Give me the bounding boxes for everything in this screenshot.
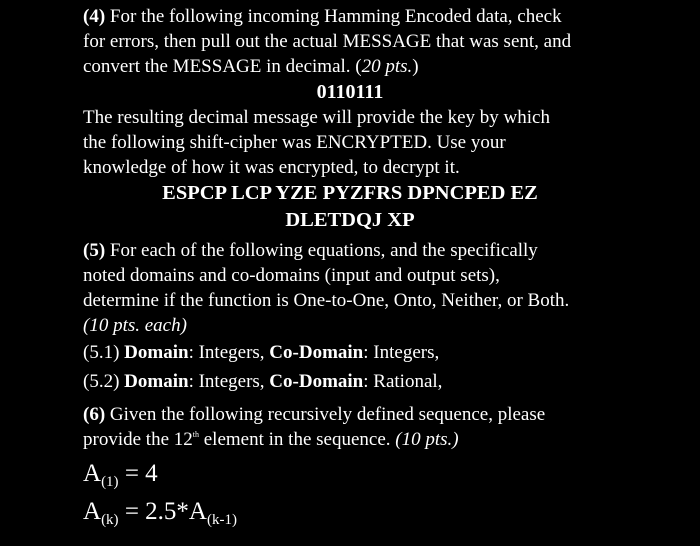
q5-item-1: [83, 340, 643, 365]
q6-line-1: [83, 402, 643, 427]
q4-line-2: for errors, then pull out the actual MESSAGE that was sent, and: [83, 31, 572, 52]
cipher-text-line-2: DLETDQJ XP: [285, 209, 415, 231]
q6-line-2-post: element in the sequence.: [199, 429, 396, 450]
q5-item-1-codomain-value: : Integers,: [363, 342, 440, 363]
q4-line-3: [83, 54, 643, 79]
q5-points-text: (10 pts. each): [83, 315, 187, 336]
eq1-symbol: A: [83, 460, 102, 487]
q4-line-3-text: convert the MESSAGE in decimal. (: [83, 56, 362, 77]
hamming-code: 0110111: [316, 81, 384, 103]
q4-points: 20 pts.: [361, 56, 413, 77]
q4-line-1-text: For the following incoming Hamming Encoded data, check: [105, 6, 562, 27]
q5-number: (5): [83, 240, 106, 261]
q6-points: (10 pts.): [395, 429, 459, 450]
q5-item-2-label: (5.2): [83, 371, 125, 392]
q5-item-1-domain-value: : Integers,: [188, 342, 270, 363]
q4-line-5: the following shift-cipher was ENCRYPTED. Use your: [83, 132, 506, 153]
q5-item-2-domain-key: Domain: [124, 371, 189, 392]
q5-item-2-domain-value: : Integers,: [188, 371, 270, 392]
q5-points: [83, 313, 643, 338]
q4-line-1: [83, 4, 643, 29]
eq2-symbol: A: [83, 498, 102, 525]
q4-number: (4): [83, 6, 106, 27]
q4-line-6: knowledge of how it was encrypted, to decrypt it.: [83, 157, 460, 178]
q6-line-2: [83, 427, 643, 452]
q6-line-2-pre: provide the 12: [83, 429, 193, 450]
eq2-rhs: = 2.5*A: [118, 498, 207, 525]
q5-line-2: noted domains and co-domains (input and output sets),: [83, 265, 500, 286]
q5-item-1-codomain-key: Co-Domain: [269, 342, 364, 363]
sequence-recurrence: [83, 496, 643, 528]
cipher-text-line-1: ESPCP LCP YZE PYZFRS DPNCPED EZ: [162, 182, 538, 204]
q5-line-3: determine if the function is One-to-One, Onto, Neither, or Both.: [83, 290, 570, 311]
q5-item-1-label: (5.1): [83, 342, 125, 363]
q5-line-1-text: For each of the following equations, and the specifically: [105, 240, 538, 261]
q5-item-1-domain-key: Domain: [124, 342, 189, 363]
q5-item-2: [83, 369, 643, 394]
q4-line-4: The resulting decimal message will provide the key by which: [83, 107, 550, 128]
eq2-subscript: (k): [101, 512, 119, 528]
q5-item-2-codomain-key: Co-Domain: [269, 371, 364, 392]
q4-line-3-end: ): [412, 56, 419, 77]
q5-item-2-codomain-value: : Rational,: [363, 371, 443, 392]
eq1-subscript: (1): [101, 474, 119, 490]
eq1-rhs: = 4: [118, 460, 158, 487]
q6-number: (6): [83, 404, 106, 425]
eq2-rhs-subscript: (k-1): [206, 512, 237, 528]
sequence-base-case: [83, 458, 643, 490]
q6-line-1-text: Given the following recursively defined sequence, please: [105, 404, 546, 425]
q5-line-1: [83, 238, 643, 263]
q6-ordinal: th: [192, 430, 199, 439]
assignment-page: [83, 4, 643, 528]
